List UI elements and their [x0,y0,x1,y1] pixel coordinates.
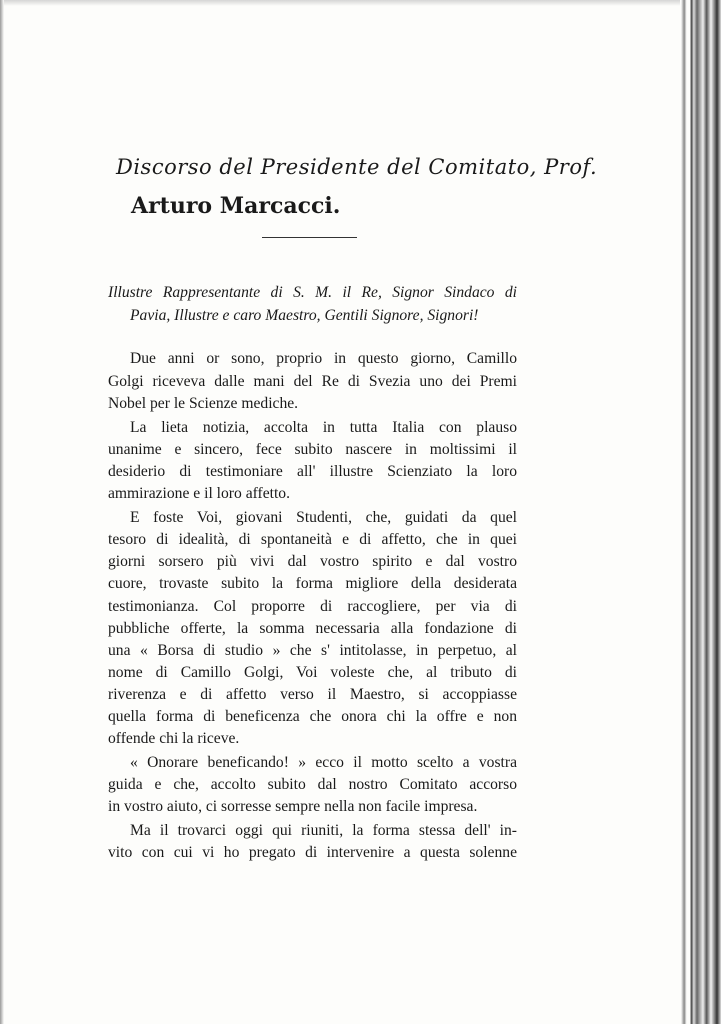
body-line: cuore, trovaste subito la forma migliore della desiderata [108,575,517,592]
body-line: giorni sorsero più vivi dal vostro spirito e dal vostro [108,553,517,570]
body-line: offende chi la riceve. [108,730,240,747]
body-line: Due anni or sono, proprio in questo giorno, Camillo [130,350,517,367]
body-line: tesoro di idealità, di spontaneità e di affetto, che in quei [108,531,517,548]
body-line: quella forma di beneficenza che onora chi la offre e non [108,708,517,725]
book-binding-edge [681,0,721,1024]
body-line: « Onorare beneficando! » ecco il motto scelto a vostra [130,754,517,771]
body-line: ammirazione e il loro affetto. [108,485,291,502]
body-line: una « Borsa di studio » che s' intitolasse, in perpetuo, al [108,642,517,659]
salutation-line: Pavia, Illustre e caro Maestro, Gentili Signore, Signori! [130,307,479,324]
body-line: pubbliche offerte, la somma necessaria alla fondazione di [108,620,517,637]
body-line: testimonianza. Col proporre di raccogliere, per via di [108,598,517,615]
body-line: in vostro aiuto, ci sorresse sempre nella non facile impresa. [108,798,478,815]
body-line: guida e che, accolto subito dal nostro Comitato accorso [108,776,517,793]
body-line: E foste Voi, giovani Studenti, che, guidati da quel [130,509,517,526]
salutation-line: Illustre Rappresentante di S. M. il Re, Signor Sindaco di [108,284,517,301]
speech-title: Discorso del Presidente del Comitato, Prof. [116,155,598,179]
page-left-edge [0,0,4,1024]
body-line: La lieta notizia, accolta in tutta Italia con plauso [130,419,517,436]
divider-rule [262,237,357,238]
body-line: riverenza e di affetto verso il Maestro, si accoppiasse [108,686,517,703]
body-line: vito con cui vi ho pregato di intervenire a questa solenne [108,844,517,861]
body-line: Golgi riceveva dalle mani del Re di Svezia uno dei Premi [108,373,517,390]
page-top-edge [0,0,680,6]
body-line: unanime e sincero, fece subito nascere in moltissimi il [108,441,517,458]
body-line: Nobel per le Scienze mediche. [108,395,299,412]
body-line: Ma il trovarci oggi qui riuniti, la forma stessa dell' in- [130,822,517,839]
body-line: nome di Camillo Golgi, Voi voleste che, al tributo di [108,664,517,681]
body-line: desiderio di testimoniare all' illustre Scienziato la loro [108,463,517,480]
speaker-name: Arturo Marcacci. [131,193,341,219]
